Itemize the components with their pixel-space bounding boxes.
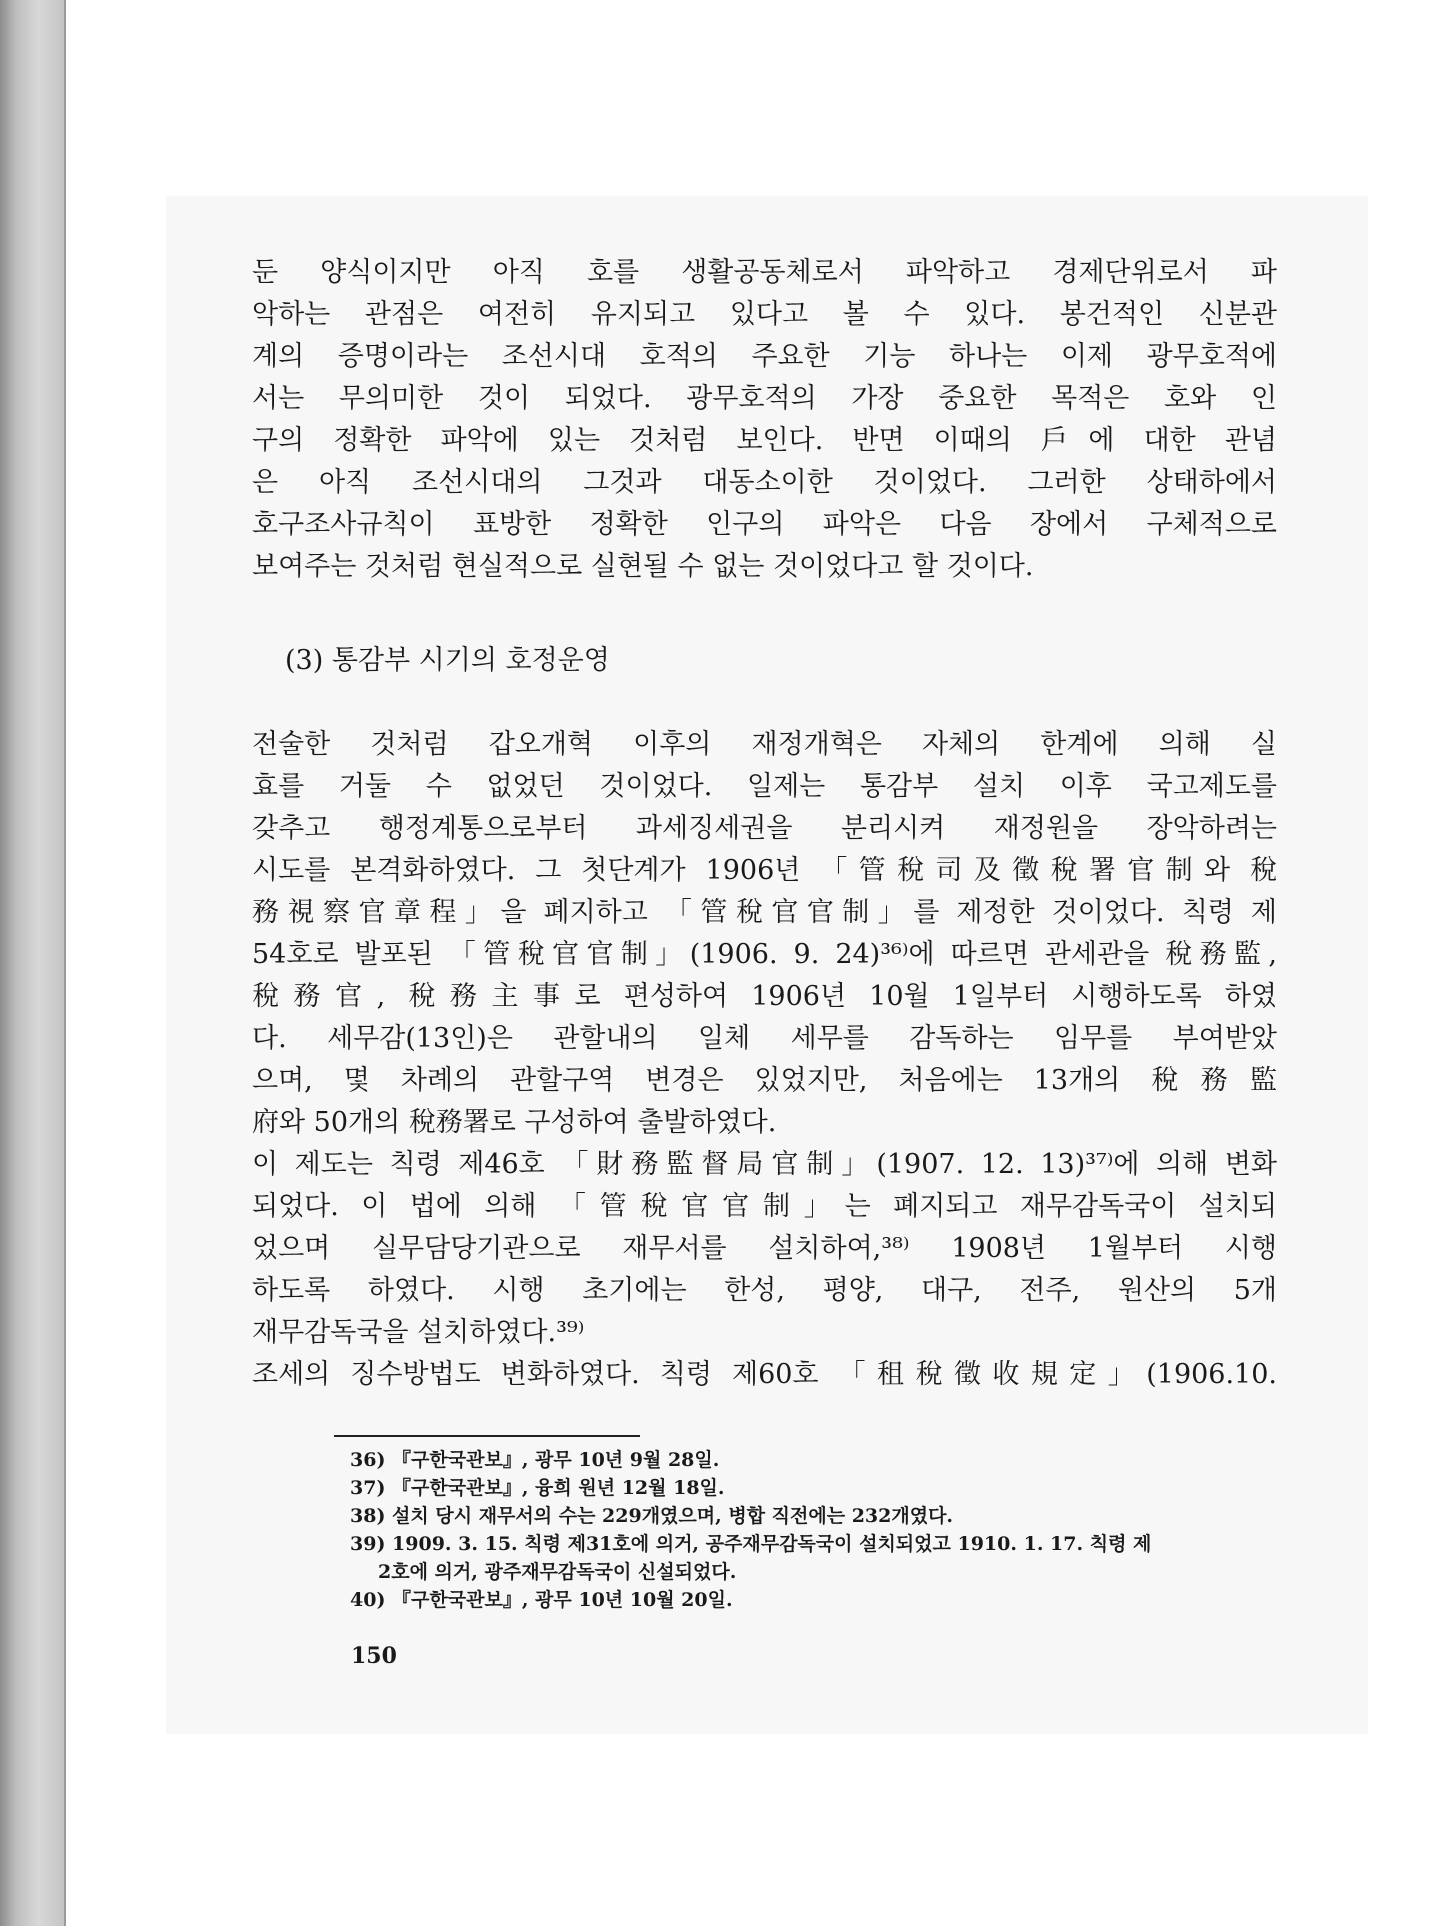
text-line: 보여주는 것처럼 현실적으로 실현될 수 없는 것이었다고 할 것이다. bbox=[252, 551, 1034, 582]
text-line: 으며, 몇 차례의 관할구역 변경은 있었지만, 처음에는 13개의 稅務監 bbox=[252, 1065, 1277, 1096]
paragraph-1 bbox=[252, 252, 1277, 588]
text-line: 악하는 관점은 여전히 유지되고 있다고 볼 수 있다. 봉건적인 신분관 bbox=[252, 299, 1277, 330]
text-line: 府와 50개의 稅務署로 구성하여 출발하였다. bbox=[252, 1107, 777, 1138]
text-line: 稅務官, 稅務主事로 편성하여 1906년 10월 1일부터 시행하도록 하였 bbox=[252, 981, 1277, 1012]
text-line: 되었다. 이 법에 의해 「管稅官官制」는 폐지되고 재무감독국이 설치되 bbox=[252, 1191, 1277, 1222]
footnote: 36) 『구한국관보』, 광무 10년 9월 28일. bbox=[350, 1449, 720, 1471]
footnote-divider bbox=[334, 1435, 640, 1437]
text-line: 조세의 징수방법도 변화하였다. 칙령 제60호 「租稅徵收規定」(1906.10. bbox=[252, 1359, 1277, 1390]
text-line: 구의 정확한 파악에 있는 것처럼 보인다. 반면 이때의 戶에 대한 관념 bbox=[252, 425, 1277, 456]
text-line: 갖추고 행정계통으로부터 과세징세권을 분리시켜 재정원을 장악하려는 bbox=[252, 813, 1277, 844]
text-line: 둔 양식이지만 아직 호를 생활공동체로서 파악하고 경제단위로서 파 bbox=[252, 257, 1277, 288]
text-line: 계의 증명이라는 조선시대 호적의 주요한 기능 하나는 이제 광무호적에 bbox=[252, 341, 1277, 372]
text-line: 은 아직 조선시대의 그것과 대동소이한 것이었다. 그러한 상태하에서 bbox=[252, 467, 1277, 498]
text-line: 54호로 발포된 「管稅官官制」(1906. 9. 24)³⁶⁾에 따르면 관세관을 稅務監, bbox=[252, 939, 1277, 970]
text-line: 다. 세무감(13인)은 관할내의 일체 세무를 감독하는 임무를 부여받았 bbox=[252, 1023, 1277, 1054]
text-line: 시도를 본격화하였다. 그 첫단계가 1906년 「管稅司及徵稅署官制와 稅 bbox=[252, 855, 1277, 886]
text-line: 이 제도는 칙령 제46호 「財務監督局官制」(1907. 12. 13)³⁷⁾에 의해 변화 bbox=[252, 1149, 1277, 1180]
footnote: 40) 『구한국관보』, 광무 10년 10월 20일. bbox=[350, 1589, 733, 1611]
book-spine bbox=[0, 0, 64, 1926]
text-line: 호구조사규칙이 표방한 정확한 인구의 파악은 다음 장에서 구체적으로 bbox=[252, 509, 1277, 540]
text-line: 전술한 것처럼 갑오개혁 이후의 재정개혁은 자체의 한계에 의해 실 bbox=[252, 729, 1277, 760]
footnote: 38) 설치 당시 재무서의 수는 229개였으며, 병합 직전에는 232개였다. bbox=[350, 1505, 954, 1527]
text-line: 務視察官章程」을 폐지하고 「管稅官官制」를 제정한 것이었다. 칙령 제 bbox=[252, 897, 1277, 928]
text-line: 재무감독국을 설치하였다.³⁹⁾ bbox=[252, 1317, 585, 1348]
footnote: 37) 『구한국관보』, 융희 원년 12월 18일. bbox=[350, 1477, 725, 1499]
text-line: 효를 거둘 수 없었던 것이었다. 일제는 통감부 설치 이후 국고제도를 bbox=[252, 771, 1277, 802]
section-heading: (3) 통감부 시기의 호정운영 bbox=[285, 645, 610, 676]
text-line: 하도록 하였다. 시행 초기에는 한성, 평양, 대구, 전주, 원산의 5개 bbox=[252, 1275, 1277, 1306]
paragraph-2 bbox=[252, 724, 1277, 1396]
text-line: 었으며 실무담당기관으로 재무서를 설치하여,³⁸⁾ 1908년 1월부터 시행 bbox=[252, 1233, 1277, 1264]
footnote: 39) 1909. 3. 15. 칙령 제31호에 의거, 공주재무감독국이 설치되었고 1910. 1. 17. 칙령 제 bbox=[350, 1533, 1152, 1555]
footnote-continuation: 2호에 의거, 광주재무감독국이 신설되었다. bbox=[378, 1561, 737, 1583]
text-line: 서는 무의미한 것이 되었다. 광무호적의 가장 중요한 목적은 호와 인 bbox=[252, 383, 1277, 414]
page-number: 150 bbox=[351, 1643, 397, 1669]
footnotes bbox=[350, 1446, 1275, 1614]
